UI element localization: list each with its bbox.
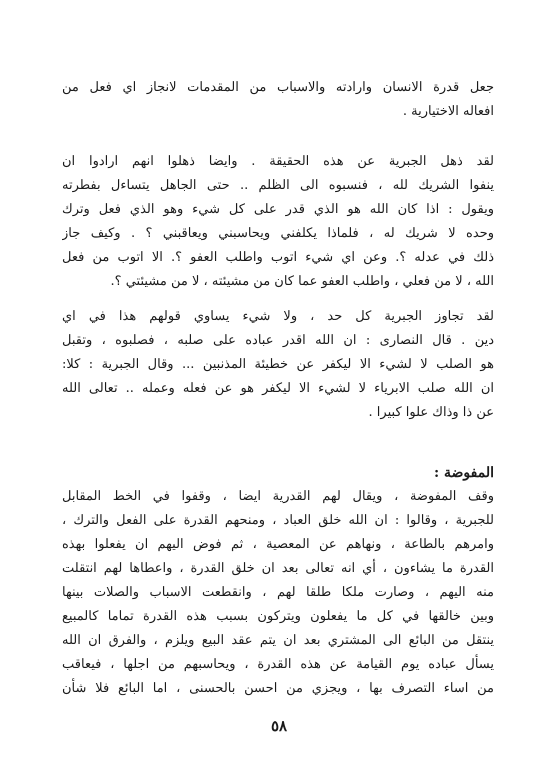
text-line: دين . قال النصارى : ان الله اقدر عباده على صلبه ، فصلبوه ، وتقبل: [62, 333, 494, 348]
text-line: لقد ذهل الجبرية عن هذه الحقيقة . وايضا ذهلوا انهم ارادوا ان: [62, 154, 494, 169]
text-line: جعل قدرة الانسان وارادته والاسباب من المقدمات لانجاز اي فعل من: [62, 80, 494, 95]
text-line: ينفوا الشريك لله ، فنسبوه الى الظلم .. حتى الجاهل يتساءل بفطرته: [62, 178, 494, 193]
text-line: وحده لا شريك له ، فلماذا يكلفني ويحاسبني ويعاقبني ؟ . وكيف جاز: [62, 226, 494, 241]
text-line: هو الصلب لا لشيء الا ليكفر عن خطيئة المذنبين ... وقال الجبرية : كلا:: [62, 357, 494, 372]
text-line: ان الله صلب الابرياء لا لشيء الا ليكفر هو عن فعله وعمله .. تعالى الله: [62, 381, 494, 396]
text-line: وقف المفوضة ، ويقال لهم القدرية ايضا ، وقفوا في الخط المقابل: [62, 489, 494, 504]
text-line: وبين خالقها في كل ما يفعلون ويتركون بسبب هذه القدرة تماما كالمبيع: [62, 609, 494, 624]
text-line: لقد تجاوز الجبرية كل حد ، ولا شيء يساوي قولهم هذا في اي: [62, 309, 494, 324]
text-line: افعاله الاختيارية .: [402, 104, 494, 119]
text-line: منه اليهم ، وصارت ملكا طلقا لهم ، وانقطعت الاسباب والصلات بينها: [62, 585, 494, 600]
text-line: من اساء التصرف بها ، ويجزي من احسن بالحسنى ، اما البائع فلا شأن: [62, 681, 494, 696]
paragraph-comparison: [62, 305, 494, 425]
text-line: ويقول : اذا كان الله هو الذي قدر على كل شيء وهو الذي فعل وترك: [62, 202, 494, 217]
paragraph-jabriyya-error: [62, 150, 494, 294]
section-heading: المفوضة :: [434, 465, 494, 481]
text-line: عن ذا وذاك علوا كبيرا .: [368, 405, 494, 420]
text-line: القدرة ما يشاءون ، أي انه تعالى بعد ان خلق القدرة ، واعطاها لهم انتقلت: [62, 561, 494, 576]
text-line: للجبرية ، وقالوا : ان الله خلق العباد ، ومنحهم القدرة على الفعل والترك ،: [62, 513, 494, 528]
text-line: ينتقل من البائع الى المشتري بعد ان يتم عقد البيع ويلزم ، والفرق ان الله: [62, 633, 494, 648]
text-line: وامرهم بالطاعة ، ونهاهم عن المعصية ، ثم فوض اليهم ان يفعلوا بهذه: [62, 537, 494, 552]
paragraph-intro: [62, 76, 494, 124]
text-line: ذلك في عدله ؟. وعن اي شيء اتوب واطلب العفو ؟. الا اتوب من فعل: [62, 250, 494, 265]
text-line: الله ، لا من فعلي ، واطلب العفو عما كان من مشيئته ، لا من مشيئتي ؟.: [110, 274, 494, 289]
page-number: ٥٨: [270, 717, 288, 735]
paragraph-mufawwida: [62, 485, 494, 701]
text-line: يسأل عباده يوم القيامة عن هذه القدرة ، ويحاسبهم من اجلها ، فيعاقب: [62, 657, 494, 672]
